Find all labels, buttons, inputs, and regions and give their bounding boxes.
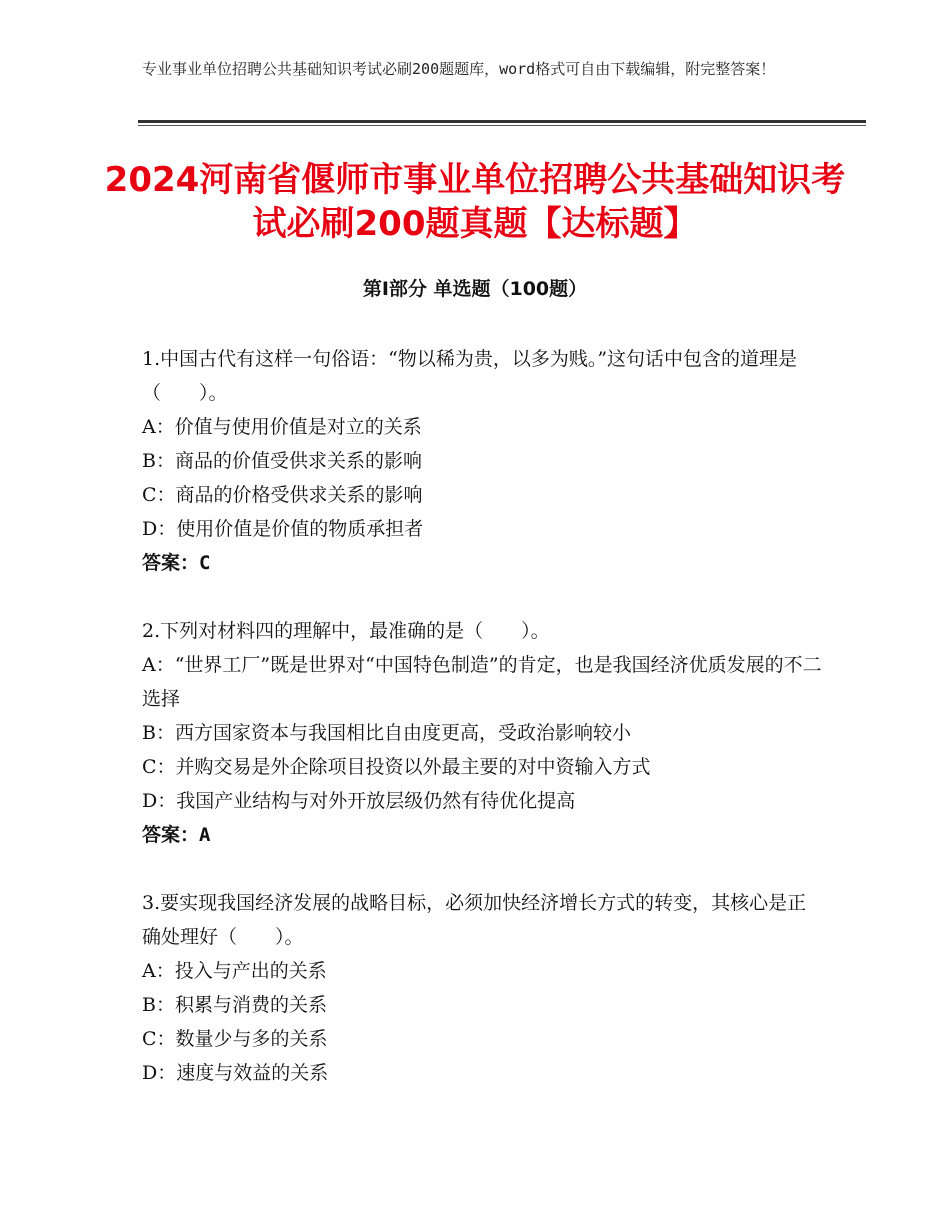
option-c: C：并购交易是外企除项目投资以外最主要的对中资输入方式 (142, 756, 651, 778)
question-list (142, 342, 822, 1124)
answer-line (142, 818, 822, 852)
option-d: D：我国产业结构与对外开放层级仍然有待优化提高 (142, 790, 576, 812)
header-divider-thick (138, 120, 866, 123)
section-title: 第Ⅰ部分 单选题（100题） (362, 278, 588, 300)
header-note: 专业事业单位招聘公共基础知识考试必刷200题题库，word格式可自由下载编辑，附完整答案！ (142, 60, 776, 78)
option-a: A：价值与使用价值是对立的关系 (142, 416, 422, 438)
answer-label: 答案： (142, 824, 200, 846)
option-a: A：“世界工厂”既是世界对“中国特色制造”的肯定，也是我国经济优质发展的不二选择 (142, 654, 822, 710)
option-d: D：使用价值是价值的物质承担者 (142, 518, 424, 540)
option-b: B：西方国家资本与我国相比自由度更高，受政治影响较小 (142, 722, 631, 744)
option-a: A：投入与产出的关系 (142, 960, 327, 982)
question-1 (142, 342, 822, 580)
answer-label: 答案： (142, 552, 200, 574)
option-b: B：商品的价值受供求关系的影响 (142, 450, 422, 472)
header-divider-thin (138, 125, 866, 126)
question-stem: 1.中国古代有这样一句俗语：“物以稀为贵，以多为贱。”这句话中包含的道理是（ ）。 (142, 348, 798, 404)
option-c: C：商品的价格受供求关系的影响 (142, 484, 423, 506)
option-c: C：数量少与多的关系 (142, 1028, 328, 1050)
answer-value: A (199, 824, 211, 846)
option-d: D：速度与效益的关系 (142, 1062, 329, 1084)
question-3 (142, 886, 822, 1090)
question-stem: 3.要实现我国经济发展的战略目标，必须加快经济增长方式的转变，其核心是正确处理好（ ）。 (142, 892, 807, 948)
answer-line (142, 546, 822, 580)
document-title: 2024河南省偃师市事业单位招聘公共基础知识考试必刷200题真题【达标题】 (104, 160, 846, 244)
question-stem: 2.下列对材料四的理解中，最准确的是（ ）。 (142, 620, 550, 642)
question-2 (142, 614, 822, 852)
answer-value: C (199, 552, 211, 574)
option-b: B：积累与消费的关系 (142, 994, 327, 1016)
